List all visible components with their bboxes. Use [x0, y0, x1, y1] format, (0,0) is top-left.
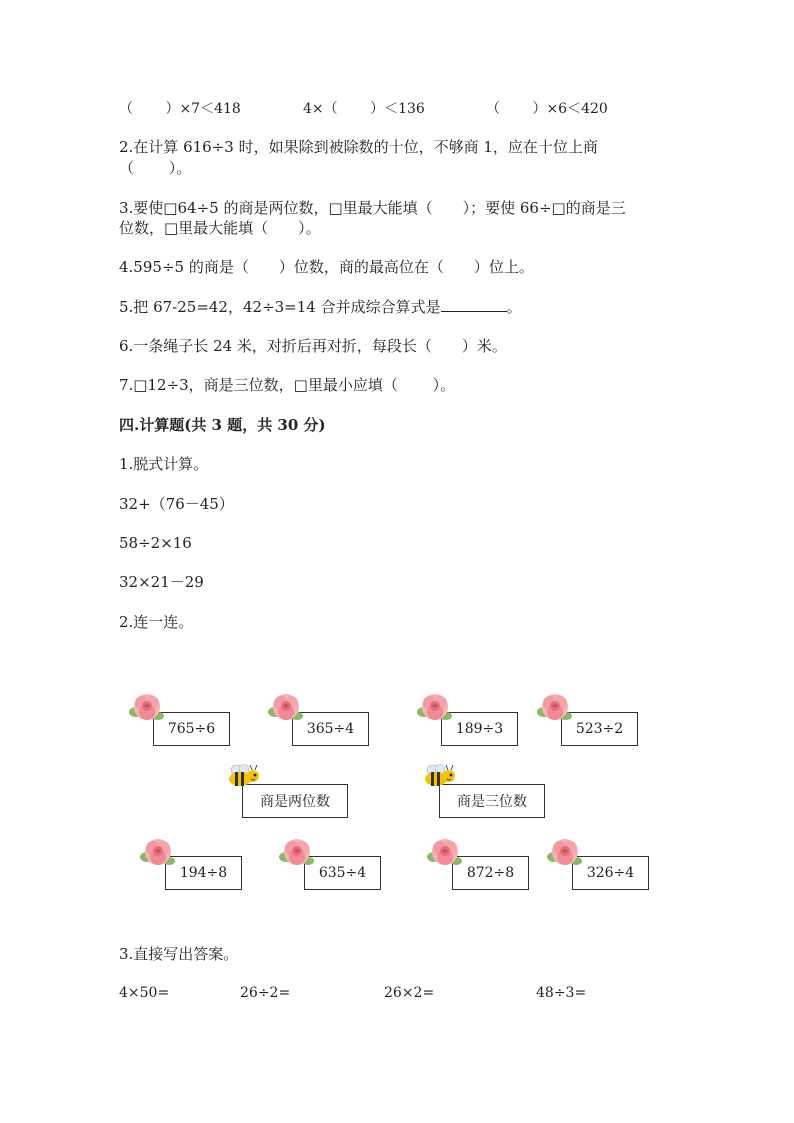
- flower-icon: [278, 837, 316, 869]
- flower-icon: [416, 692, 454, 724]
- direct-answer-1: 4×50=: [119, 985, 170, 1001]
- flower-icon: [546, 837, 584, 869]
- calc-q1-title: 1.脱式计算。: [119, 455, 209, 473]
- flower-icon: [267, 692, 305, 724]
- direct-answer-3: 26×2=: [384, 985, 435, 1001]
- question-3-line-1: 3.要使□64÷5 的商是两位数，□里最大能填（ ）；要使 66÷□的商是三: [119, 199, 626, 217]
- match-mid-box-three-digit[interactable]: 商是三位数: [439, 784, 545, 818]
- question-5-text: 5.把 67-25=42，42÷3=14 合并成综合算式是: [119, 298, 441, 316]
- match-mid-box-two-digit[interactable]: 商是两位数: [242, 784, 348, 818]
- question-7: 7.□12÷3，商是三位数，□里最小应填（ ）。: [119, 376, 456, 394]
- inequality-b: 4×（ ）＜136: [303, 101, 425, 117]
- flower-icon: [426, 837, 464, 869]
- question-6: 6.一条绳子长 24 米，对折后再对折，每段长（ ）米。: [119, 337, 507, 355]
- flower-icon: [536, 692, 574, 724]
- match-top-box-1[interactable]: 765÷6: [153, 712, 230, 746]
- match-top-box-4[interactable]: 523÷2: [561, 712, 638, 746]
- calc-q3-title: 3.直接写出答案。: [119, 945, 239, 963]
- question-5-end: 。: [506, 298, 522, 316]
- match-bottom-box-3[interactable]: 872÷8: [452, 856, 529, 890]
- inequality-a: （ ）×7＜418: [119, 101, 241, 117]
- question-2-line-1: 2.在计算 616÷3 时，如果除到被除数的十位，不够商 1，应在十位上商: [119, 138, 598, 156]
- match-bottom-box-4[interactable]: 326÷4: [572, 856, 649, 890]
- question-2-line-2: （ ）。: [119, 159, 192, 177]
- calc-q2-title: 2.连一连。: [119, 613, 194, 631]
- expr-3: 32×21－29: [119, 573, 204, 591]
- answer-blank: [441, 297, 507, 312]
- expr-2: 58÷2×16: [119, 534, 192, 552]
- expr-1: 32+（76－45）: [119, 495, 234, 513]
- direct-answer-2: 26÷2=: [240, 985, 291, 1001]
- question-3-line-2: 位数，□里最大能填（ ）。: [119, 219, 321, 237]
- question-5: [119, 297, 522, 317]
- direct-answer-4: 48÷3=: [536, 985, 587, 1001]
- match-top-box-3[interactable]: 189÷3: [441, 712, 518, 746]
- match-bottom-box-1[interactable]: 194÷8: [165, 856, 242, 890]
- inequality-c: （ ）×6＜420: [486, 101, 608, 117]
- flower-icon: [139, 837, 177, 869]
- match-bottom-box-2[interactable]: 635÷4: [304, 856, 381, 890]
- bee-icon: [421, 763, 457, 789]
- question-4: 4.595÷5 的商是（ ）位数，商的最高位在（ ）位上。: [119, 258, 534, 276]
- flower-icon: [128, 692, 166, 724]
- section-4-heading: 四.计算题(共 3 题，共 30 分): [119, 416, 326, 434]
- bee-icon: [225, 763, 261, 789]
- match-top-box-2[interactable]: 365÷4: [292, 712, 369, 746]
